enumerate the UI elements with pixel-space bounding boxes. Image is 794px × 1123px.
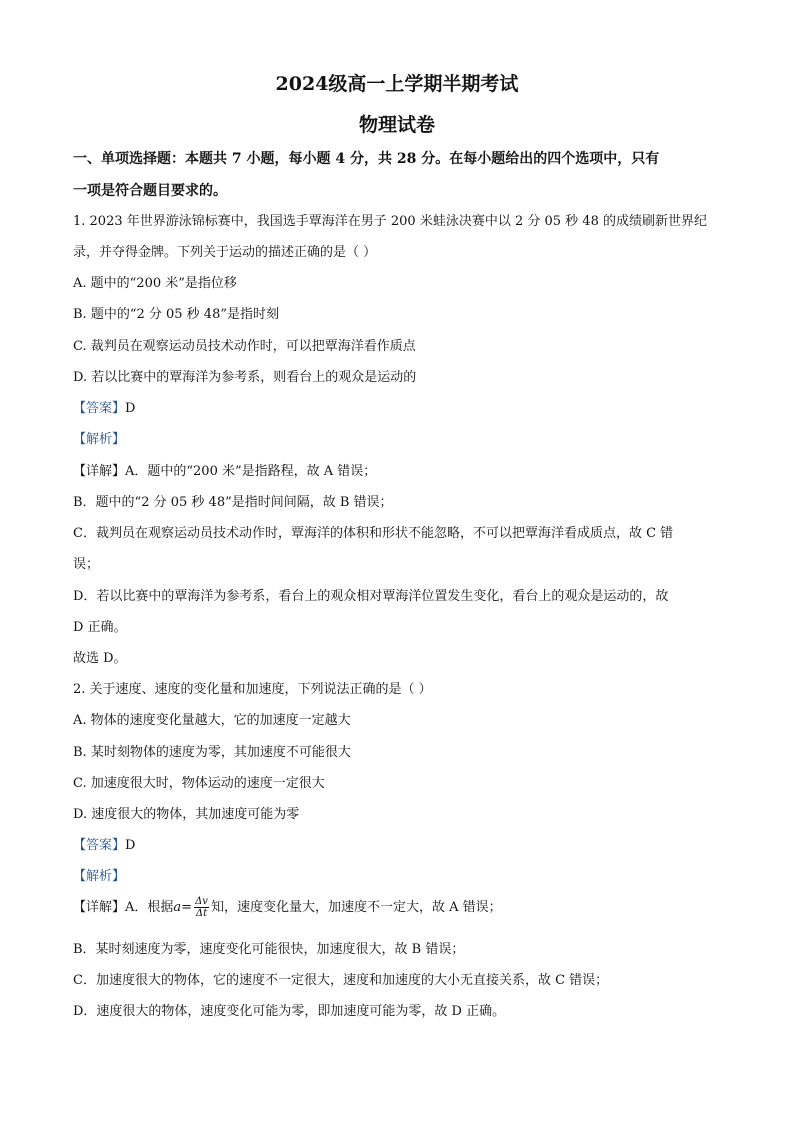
- q1-option-c: C. 裁判员在观察运动员技术动作时，可以把覃海洋看作质点: [73, 339, 416, 354]
- q1-detail-c-line1: C．裁判员在观察运动员技术动作时，覃海洋的体积和形状不能忽略，不可以把覃海洋看成质点，故 C 错: [73, 526, 674, 541]
- q1-stem-line2: 录，并夺得金牌。下列关于运动的描述正确的是（ ）: [73, 245, 377, 260]
- q2-detail-d: D．速度很大的物体，速度变化可能为零，即加速度可能为零，故 D 正确。: [73, 1004, 506, 1019]
- q2-option-c: C. 加速度很大时，物体运动的速度一定很大: [73, 776, 325, 791]
- section-heading-line2: 一项是符合题目要求的。: [73, 183, 227, 199]
- q1-detail-c-line2: 误；: [73, 557, 100, 572]
- q1-option-a: A. 题中的“200 米”是指位移: [73, 276, 237, 291]
- q1-stem-line1: 1. 2023 年世界游泳锦标赛中，我国选手覃海洋在男子 200 米蛙泳决赛中以 2 分 05 秒 48 的成绩刷新世界纪: [73, 214, 707, 229]
- section-heading-line1: 一、单项选择题：本题共 7 小题，每小题 4 分，共 28 分。在每小题给出的四个选项中，只有: [73, 151, 660, 167]
- q2-option-b: B. 某时刻物体的速度为零，其加速度不可能很大: [73, 745, 351, 760]
- exam-title: 2024级高一上学期半期考试: [275, 73, 519, 95]
- formula-numerator: Δv: [195, 896, 208, 907]
- q1-answer-line: [73, 400, 723, 418]
- exam-subtitle: 物理试卷: [358, 114, 435, 136]
- q1-detail-d-line1: D．若以比赛中的覃海洋为参考系，看台上的观众相对覃海洋位置发生变化，看台上的观众是运动的，故: [73, 589, 669, 604]
- q1-option-d: D. 若以比赛中的覃海洋为参考系，则看台上的观众是运动的: [73, 370, 417, 385]
- q1-detail-a: 【详解】A．题中的“200 米”是指路程，故 A 错误；: [73, 464, 377, 479]
- q2-detail-a-suffix: 知，速度变化量大，加速度不一定大，故 A 错误；: [210, 900, 502, 915]
- q1-detail-d-line2: D 正确。: [73, 620, 127, 635]
- formula-lhs: a: [173, 900, 182, 915]
- formula-denominator: Δt: [195, 908, 208, 919]
- q2-analysis-tag: 【解析】: [73, 869, 126, 884]
- q2-detail-a: [73, 896, 723, 920]
- q2-detail-c: C．加速度很大的物体，它的速度不一定很大，速度和加速度的大小无直接关系，故 C 错误；: [73, 973, 609, 988]
- q2-answer-value: D: [125, 838, 136, 853]
- answer-tag: 【答案】: [73, 838, 126, 853]
- q1-option-b: B. 题中的“2 分 05 秒 48”是指时刻: [73, 307, 279, 322]
- q2-answer-line: [73, 837, 723, 855]
- q2-option-d: D. 速度很大的物体，其加速度可能为零: [73, 807, 300, 822]
- formula-equals: =: [181, 900, 193, 915]
- q2-detail-a-prefix: 【详解】A．根据: [73, 900, 174, 915]
- q2-detail-b: B．某时刻速度为零，速度变化可能很快，加速度很大，故 B 错误；: [73, 942, 465, 957]
- q1-detail-b: B．题中的“2 分 05 秒 48”是指时间间隔，故 B 错误；: [73, 495, 393, 510]
- answer-tag: 【答案】: [73, 401, 126, 416]
- q2-option-a: A. 物体的速度变化量越大，它的加速度一定越大: [73, 713, 351, 728]
- acceleration-formula-fraction: [194, 896, 209, 919]
- q2-stem: 2. 关于速度、速度的变化量和加速度，下列说法正确的是（ ）: [73, 682, 432, 697]
- q1-conclusion: 故选 D。: [73, 651, 127, 666]
- q1-answer-value: D: [125, 401, 136, 416]
- q1-analysis-tag: 【解析】: [73, 432, 126, 447]
